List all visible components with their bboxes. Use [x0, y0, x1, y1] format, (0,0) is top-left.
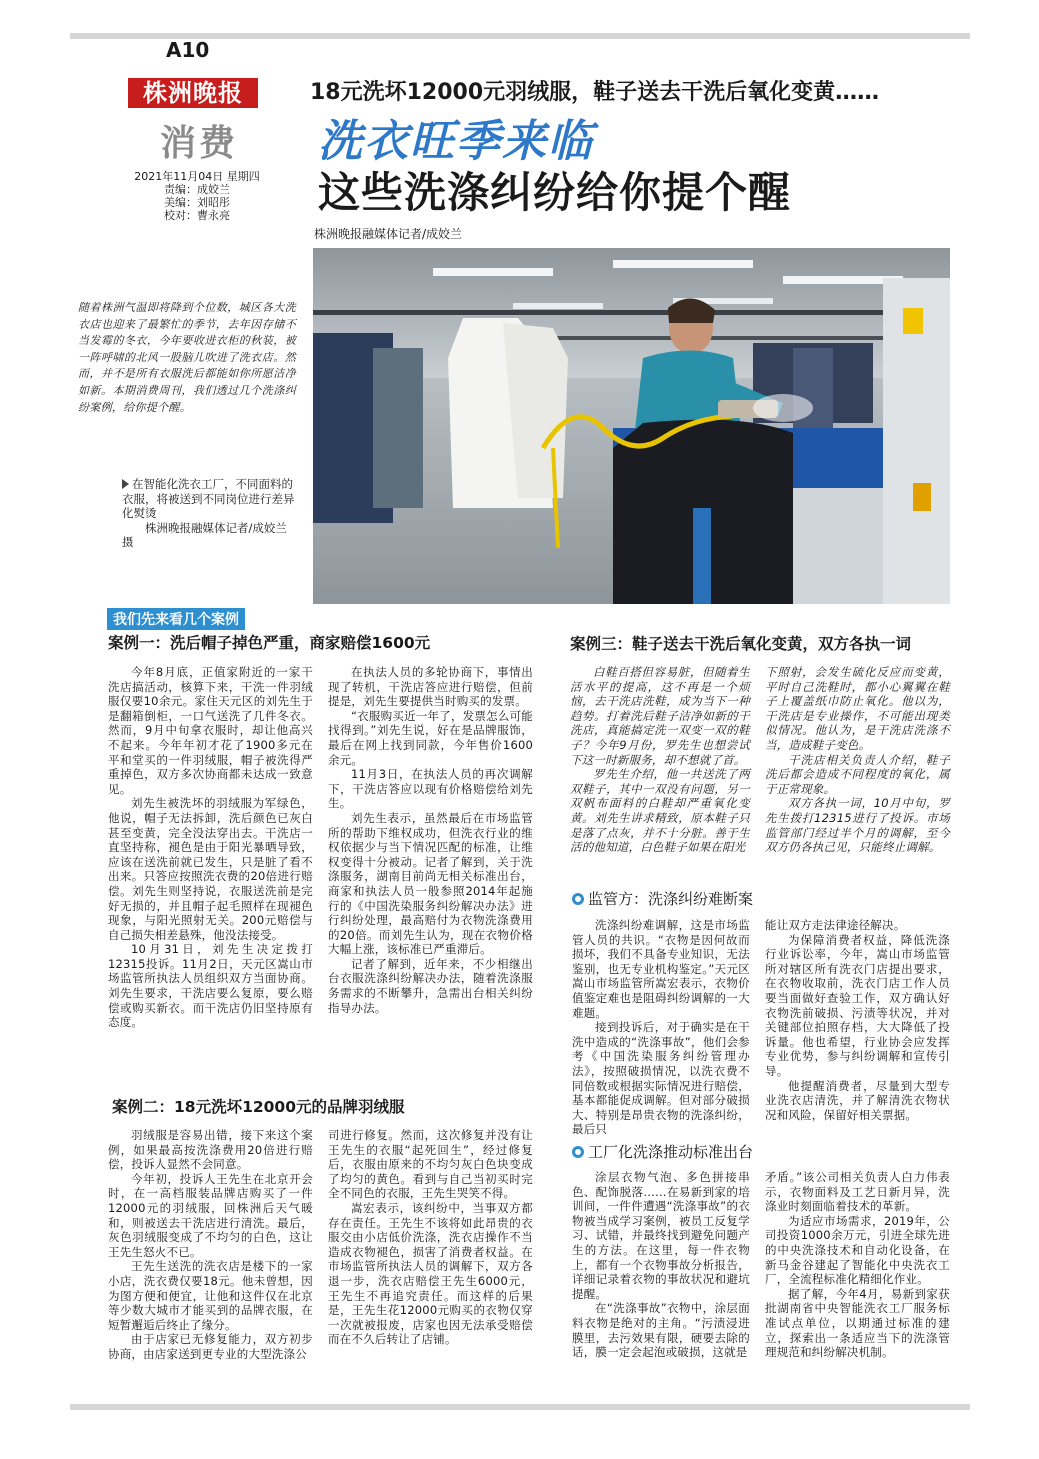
sub-headline: 这些洗涤纠纷给你提个醒	[318, 168, 792, 217]
regulator-heading	[572, 888, 753, 909]
paragraph: “衣服购买近一年了，发票怎么可能找得到。”刘先生说，好在是品牌服饰，最后在网上找到同款，今年售价1600余元。	[328, 708, 533, 767]
paragraph: 双方各执一词，10月中旬，罗先生拨打12315进行了投诉。市场监管部门经过半个月的调解，至今双方仍各执己见，只能终止调解。	[765, 796, 950, 855]
paragraph: 刘先生表示，虽然最后在市场监管所的帮助下维权成功，但洗衣行业的维权依据少与当下情况匹配的标准，让维权变得十分被动。记者了解到，关于洗涤服务，湖南目前尚无相关标准出台，商家和执法人员一般参照2014年起施行的《中国洗染服务纠纷解决办法》进行纠纷处理，最高赔付为衣物洗涤费用的20倍。而刘先生认为，现在衣物价格大幅上涨，该标准已严重滞后。	[328, 810, 533, 957]
paragraph: 由于店家已无修复能力，双方初步协商，由店家送到更专业的大型洗涤公	[108, 1332, 313, 1361]
case2-column-2	[328, 1128, 533, 1347]
photo-caption	[122, 477, 302, 550]
industrial-title: 工厂化洗涤推动标准出台	[588, 1143, 754, 1161]
paragraph: 记者了解到，近年来，不少相继出台衣服洗涤纠纷解决办法，随着洗涤服务需求的不断攀升，急需出台相关纠纷指导办法。	[328, 956, 533, 1015]
paragraph: 白鞋百搭但容易脏，但随着生活水平的提高，这不再是一个烦恼，去干洗店洗鞋，成为当下一种趋势。打着洗后鞋子洁净如新的干洗店，真能搞定洗一双变一双的鞋子？今年9月份，罗先生也想尝试下这一时新服务，却不想就了首。	[570, 665, 750, 767]
paragraph: 在“洗涤事故”衣物中，涂层面料衣物是绝对的主角。“污渍浸进膜里，去污效果有限，硬要去除的话，膜一定会起泡或破损，这就是	[572, 1301, 750, 1360]
paragraph: 王先生送洗的洗衣店是楼下的一家小店，洗衣费仅要18元。他未曾想，因为图方便和便宜，让他和这件仅在北京等少数大城市才能买到的品牌衣服，在短暂邂逅后终止了缘分。	[108, 1259, 313, 1332]
paragraph: 据了解，今年4月，易新到家获批湖南省中央智能洗衣工厂服务标准试点单位，以期通过标准的建立，探索出一条适应当下的洗涤管理规范和纠纷解决机制。	[765, 1286, 950, 1360]
caption-text: 在智能化洗衣工厂，不同面料的衣服，将被送到不同岗位进行差异化熨烫	[122, 477, 295, 520]
paragraph: 在执法人员的多轮协商下，事情出现了转机，干洗店答应进行赔偿，但前提是，刘先生要提供当时购买的发票。	[328, 665, 533, 709]
section-name: 消费	[160, 122, 239, 164]
case2-column-1	[108, 1128, 313, 1362]
paragraph: 羽绒服是容易出错，接下来这个案例，如果最高按洗涤费用20倍进行赔偿，投诉人显然不会同意。	[108, 1128, 313, 1172]
byline: 株洲晚报融媒体记者/成姣兰	[314, 227, 463, 241]
photo-illustration	[313, 248, 950, 604]
paragraph: 11月3日，在执法人员的再次调解下，干洗店答应以现有价格赔偿给刘先生。	[328, 767, 533, 811]
caption-triangle-icon	[122, 479, 129, 489]
paragraph: 下照射，会发生硫化反应而变黄，平时自己洗鞋时，都小心翼翼在鞋子上覆盖纸巾防止氧化。他以为，干洗店是专业操作，不可能出现类似情况。他认为，是干洗店洗涤不当，造成鞋子变色。	[765, 665, 950, 752]
paragraph: 今年初，投诉人王先生在北京开会时，在一高档服装品牌店购买了一件12000元的羽绒服，回株洲后天气暖和，则被送去干洗店进行清洗。最后，灰色羽绒服变成了不均匀的白色，这让王先生怒火不已。	[108, 1171, 313, 1259]
paragraph: 干洗店相关负责人介绍，鞋子洗后都会造成不同程度的氧化，属于正常现象。	[765, 752, 950, 796]
industrial-heading	[572, 1141, 753, 1162]
designer-credit: 美编：刘昭彤	[164, 196, 230, 209]
editor-credit: 责编：成姣兰	[164, 183, 230, 196]
paragraph: 矛盾。”该公司相关负责人白力伟表示，衣物面料及工艺日新月异，洗涤业时刻面临着技术的革新。	[765, 1170, 950, 1214]
case1-title: 案例一：洗后帽子掉色严重，商家赔偿1600元	[108, 634, 431, 652]
paragraph: 嵩宏表示，该纠纷中，当事双方都存在责任。王先生不该将如此昂贵的衣服交由小店低价洗涤，洗衣店操作不当造成衣物褪色，损害了消费者权益。在市场监管所执法人员的调解下，双方各退一步，洗衣店赔偿王先生6000元，王先生不再追究责任。而这样的后果是，王先生花12000元购买的衣物仅穿一次就被报废，店家也因无法承受赔偿而在不久后转让了店铺。	[328, 1200, 533, 1347]
case3-column-2	[765, 665, 950, 855]
regulator-title: 监管方：洗涤纠纷难断案	[588, 890, 754, 908]
main-headline: 洗衣旺季来临	[318, 116, 594, 167]
paragraph: 洗涤纠纷难调解，这是市场监管人员的共识。“衣物是因何故而损坏，我们不具备专业知识，无法鉴别，也无专业机构鉴定。”天元区嵩山市场监管所嵩宏表示，衣物价值鉴定难也是阻碍纠纷调解的一大难题。	[572, 918, 750, 1020]
case3-title: 案例三：鞋子送去干洗后氧化变黄，双方各执一词	[570, 635, 912, 653]
case3-column-1	[570, 665, 750, 855]
regulator-column-2	[765, 918, 950, 1122]
paragraph: 为保障消费者权益，降低洗涤行业诉讼率，今年，嵩山市场监管所对辖区所有洗衣门店提出要求，在衣物收取前，洗衣门店工作人员要当面做好查验工作，双方确认好衣物洗前破损、污渍等状况，并对关键部位拍照存档，大大降低了投诉量。他也希望，行业协会应发挥专业优势，参与纠纷调解和宣传引导。	[765, 932, 950, 1078]
case1-column-2	[328, 665, 533, 1015]
paragraph: 司进行修复。然而，这次修复并没有让王先生的衣服“起死回生”，经过修复后，衣服由原来的不均匀灰白色块变成了均匀的黄色。看到与自己当初买时完全不同色的衣服，王先生哭笑不得。	[328, 1128, 533, 1201]
paragraph: 刘先生被洗坏的羽绒服为军绿色，他说，帽子无法拆卸，洗后颜色已灰白甚至变黄，完全没法穿出去。干洗店一直坚持称，褪色是由于阳光暴晒导致，应该在送洗前就已发生，只是脏了看不出来。只答应按照洗衣费的20倍进行赔偿。刘先生则坚持说，衣服送洗前是完好无损的，并且帽子起毛照样在现褪色现象，与阳光照射无关。200元赔偿与自己损失相差悬殊，他没法接受。	[108, 796, 313, 942]
case2-title: 案例二：18元洗坏12000元的品牌羽绒服	[112, 1098, 405, 1116]
paragraph: 罗先生介绍，他一共送洗了两双鞋子，其中一双没有问题，另一双帆布面料的白鞋却严重氧化变黄。刘先生讲求精致，原本鞋子只是落了点灰，并不十分脏。善于生活的他知道，白色鞋子如果在阳光	[570, 767, 750, 855]
paragraph: 能让双方走法律途径解决。	[765, 918, 906, 932]
paragraph: 接到投诉后，对于确实是在干洗中造成的“洗涤事故”，他们会参考《中国洗染服务纠纷管理办法》，按照破损情况，以洗衣费不同倍数或根据实际情况进行赔偿，基本都能促成调解。但对部分破损大、特别是昂贵衣物的洗涤纠纷，最后只	[572, 1020, 750, 1137]
regulator-column-1	[572, 918, 750, 1137]
paragraph: 为适应市场需求，2019年，公司投资1000余万元，引进全球先进的中央洗涤技术和自动化设备，在新马金谷建起了智能化中央洗衣工厂，全流程标准化精细化作业。	[765, 1213, 950, 1287]
proofreader-credit: 校对：曹永亮	[164, 209, 230, 222]
laundry-factory-photo	[313, 248, 950, 604]
paragraph: 今年8月底，正值家附近的一家干洗店搞活动，核算下来，干洗一件羽绒服仅要10余元。家住天元区的刘先生于是翻箱倒柜，一口气送洗了几件冬衣。然而，9月中旬拿衣服时，却让他高兴不起来。今年年初才花了1900多元在平和堂买的一件羽绒服，帽子被洗得严重掉色，双方多次协商都未达成一致意见。	[108, 665, 313, 796]
bottom-rule	[70, 1404, 970, 1410]
paragraph: 他提醒消费者，尽量到大型专业洗衣店清洗，并了解清洗衣物状况和风险，保留好相关票据。	[765, 1078, 950, 1122]
bullet-circle-icon	[572, 1146, 584, 1158]
case1-column-1	[108, 665, 313, 1030]
edition-date: 2021年11月04日 星期四	[134, 170, 260, 183]
industrial-column-1	[572, 1170, 750, 1360]
paragraph: 10月31日，刘先生决定拨打12315投诉。11月2日，天元区嵩山市场监管所执法人员组织双方当面协商。刘先生要求，干洗店要么复原，要么赔偿或购买新衣。而干洗店仍旧坚持原有态度。	[108, 942, 313, 1030]
paragraph: 涂层衣物气泡、多色拼接串色、配饰脱落……在易新到家的培训间，一件件遭遇“洗涤事故”的衣物被当成学习案例，被员工反复学习、试错，并最终找到避免问题产生的方法。在这里，每一件衣物上，都有一个衣物事故分析报告，详细记录着衣物的事故状况和避坑提醒。	[572, 1170, 750, 1301]
page-number: A10	[166, 38, 210, 62]
cases-section-label: 我们先来看几个案例	[107, 608, 245, 630]
industrial-column-2	[765, 1170, 950, 1360]
edition-meta	[132, 170, 262, 222]
masthead-logo: 株洲晚报	[128, 78, 258, 108]
bullet-circle-icon	[572, 893, 584, 905]
intro-paragraph: 随着株洲气温即将降到个位数，城区各大洗衣店也迎来了最繁忙的季节，去年因存储不当发霉的冬衣，今年要收进衣柜的秋装，被一阵呼啸的北风一股脑儿吹进了洗衣店。然而，并不是所有衣服洗后都能如你所愿洁净如新。本期消费周刊，我们透过几个洗涤纠纷案例，给你提个醒。	[78, 301, 296, 414]
caption-credit: 株洲晚报融媒体记者/成姣兰 摄	[122, 520, 287, 549]
kicker-headline: 18元洗坏12000元羽绒服，鞋子送去干洗后氧化变黄……	[310, 80, 880, 105]
